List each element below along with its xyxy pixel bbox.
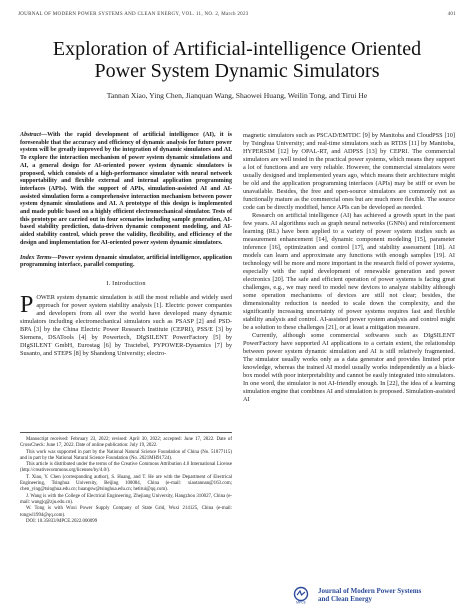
publisher-line-1: Journal of Modern Power Systems — [318, 587, 422, 595]
publisher-name — [318, 587, 421, 603]
index-terms-label: Index Terms — [20, 254, 52, 261]
intro-text: OWER system dynamic simulation is still the most reliable and widely used approach for power system stability analysis [1]. Electric power companies and developers from all over the world have developed many dynamic simulators including electromechanical simulators such as PSASP [2] and PSD-BPA [3] by the China Electric Power Research Institute (CEPRI), PSS/E [3] by Siemens, DSATools [4] by Powertech, DIgSILENT PowerFactory [5] by DIgSILENT GmbH, Eurostag [6] by Tractebel, PYPOWER-Dynamics [7] by Susanto, and STEPS [8] by Shandong University; electro- — [20, 293, 232, 357]
logo-text: MPCE — [296, 600, 306, 604]
abstract-label: Abstract — [20, 132, 41, 138]
body-paragraph: magnetic simulators such as PSCAD/EMTDC [9] by Manitoba and CloudPSS [10] by Tsinghua University; and real-time simulators such as RTDS [11] by Manitoba, HYPERSIM [12] by OPAL-RT, and ADPSS [13] by CEPRI. The commercial simulators are well tested in the practical power systems, which means they support a lot of functions and are very reliable. However, the commercial simulators were usually designed and implemented years ago, which means their architecture might be old and the application programming interfaces (APIs) may be stiff or even be unavailable. Besides, the free and open-source simulators are commonly not as functionally mature as the commercial ones but are much more flexible. The source code can be directly modified, hence APIs can be developed as needed. — [243, 132, 455, 211]
footnote-license: This article is distributed under the terms of the Creative Commons Attribution 4.0 International License (http://creativecommons.org/licenses/by/4.0/). — [20, 462, 232, 474]
footnote-funding: This work was supported in part by the National Natural Science Foundation of China (No. 51877115) and in part by the National Natural Science Foundation (No. 2021MH91724). — [20, 449, 232, 461]
journal-header: JOURNAL OF MODERN POWER SYSTEMS AND CLEAN ENERGY, VOL. 11, NO. 2, March 2023 — [18, 12, 249, 17]
body-paragraph: Currently, although some commercial softwares such as DIgSILENT PowerFactory have supported AI applications to a certain extent, the relationship between power system dynamic simulation and AI is still relatively fragmented. The simulator usually works only as a data generator and provides limited prior knowledge, whereas the trained AI model usually works independently as a black-box model with poor interpretability and cannot be easily integrated into simulators. In one word, the simulator is not AI-friendly enough. In [22], the idea of a learning simulation engine that combines AI and simulation is proposed. Simulation-assisted AI — [243, 332, 455, 403]
intro-paragraph — [20, 291, 232, 358]
drop-cap: P — [20, 291, 34, 318]
publisher-logo — [292, 584, 462, 606]
footnote-affiliation-tsinghua: T. Xiao, Y. Chen (corresponding author), S. Huang, and T. He are with the Department of Electrical Engineering, Tsinghua University, Beijing 100084, China (e-mail: xiaotannan@163.com; chen_ying@tsinghua.edu.cn; huangsw@tsinghua.edu.cn; hetirui@qq.com). — [20, 474, 232, 493]
footnote-received: Manuscript received: February 23, 2022; revised: April 30, 2022; accepted: June 17, 2022. Date of CrossCheck: June 17, 2022. Date of online publication: July 19, 2022. — [20, 437, 232, 449]
abstract-text: —With the rapid development of artificial intelligence (AI), it is foreseeable that the accuracy and efficiency of dynamic analysis for future power system will be greatly improved by the integration of dynamic simulators and AI. To explore the interaction mechanism of power system dynamic simulations and AI, a general design for AI-oriented power system dynamic simulators is proposed, which consists of a high-performance simulator with neural network supportability and flexible external and internal application programming interfaces (APIs). With the support of APIs, simulation-assisted AI and AI-assisted simulation form a comprehensive interaction mechanism between power system dynamic simulations and AI. A prototype of this design is implemented and made public based on a highly efficient electromechanical simulator. Tests of this prototype are carried out in four scenarios including sample generation, AI-based stability prediction, data-driven dynamic component modeling, and AI-aided stability control, which prove the validity, flexibility, and efficiency of the design and implementation for AI-oriented power system dynamic simulators. — [20, 132, 232, 246]
section-heading: I. Introduction — [106, 279, 146, 287]
author-list: Tannan Xiao, Ying Chen, Jianquan Wang, Shaowei Huang, Weilin Tong, and Tirui He — [106, 91, 368, 100]
footnote-doi: DOI: 10.35833/MPCE.2022.000099 — [26, 518, 98, 524]
page-number: 401 — [447, 12, 456, 17]
paper-title-line-2: Power System Dynamic Simulators — [94, 60, 380, 82]
footnote-affiliation-zju: J. Wang is with the College of Electrical Engineering, Zhejiang University, Hangzhou 310027, China (e-mail: wangjq@zju.edu.cn). — [20, 493, 232, 505]
running-header — [18, 12, 456, 17]
body-paragraph: Research on artificial intelligence (AI) has achieved a growth spurt in the past few years. AI algorithms such as graph neural networks (GNNs) and reinforcement learning (RL) have been applied to a variety of power system studies such as measurement enhancement [14], dynamic component modeling [15], parameter inference [16], optimization and control [17], and stability assessment [18]. AI models can learn and approximate any functions with enough samples [19]. AI technology will be more and more important in the research field of power systems, especially with the rapid development of renewable generation and power electronics [20]. The safe and efficient operation of power systems is facing great challenges, e.g., we may need to model new devices to analyze stability although some operation mechanisms of devices are still not clear; besides, the dimensionality reduction is needed to scale down the complexity, and the significantly increasing uncertainty of power systems requires fast and flexible stability analysis and control. AI-assisted power system analysis and control might be a solution to these challenges [21], or at least a mitigation measure. — [243, 212, 455, 331]
index-terms-text: —Power system dynamic simulator, artificial intelligence, application programming interface, parallel computing. — [20, 254, 232, 269]
index-terms — [20, 255, 232, 270]
footnote-affiliation-wuxi: W. Tong is with Wuxi Power Supply Company of State Grid, Wuxi 214125, China (e-mail: tongwl1994@qq.com). — [20, 506, 232, 518]
left-column — [20, 132, 232, 358]
abstract — [20, 132, 232, 248]
footnotes — [20, 432, 232, 525]
publisher-line-2: and Clean Energy — [318, 595, 373, 603]
paper-title-line-1: Exploration of Artificial-intelligence Oriented — [52, 38, 422, 60]
title-block — [30, 38, 444, 100]
right-column — [243, 132, 455, 404]
mpce-logo-icon — [292, 586, 310, 604]
